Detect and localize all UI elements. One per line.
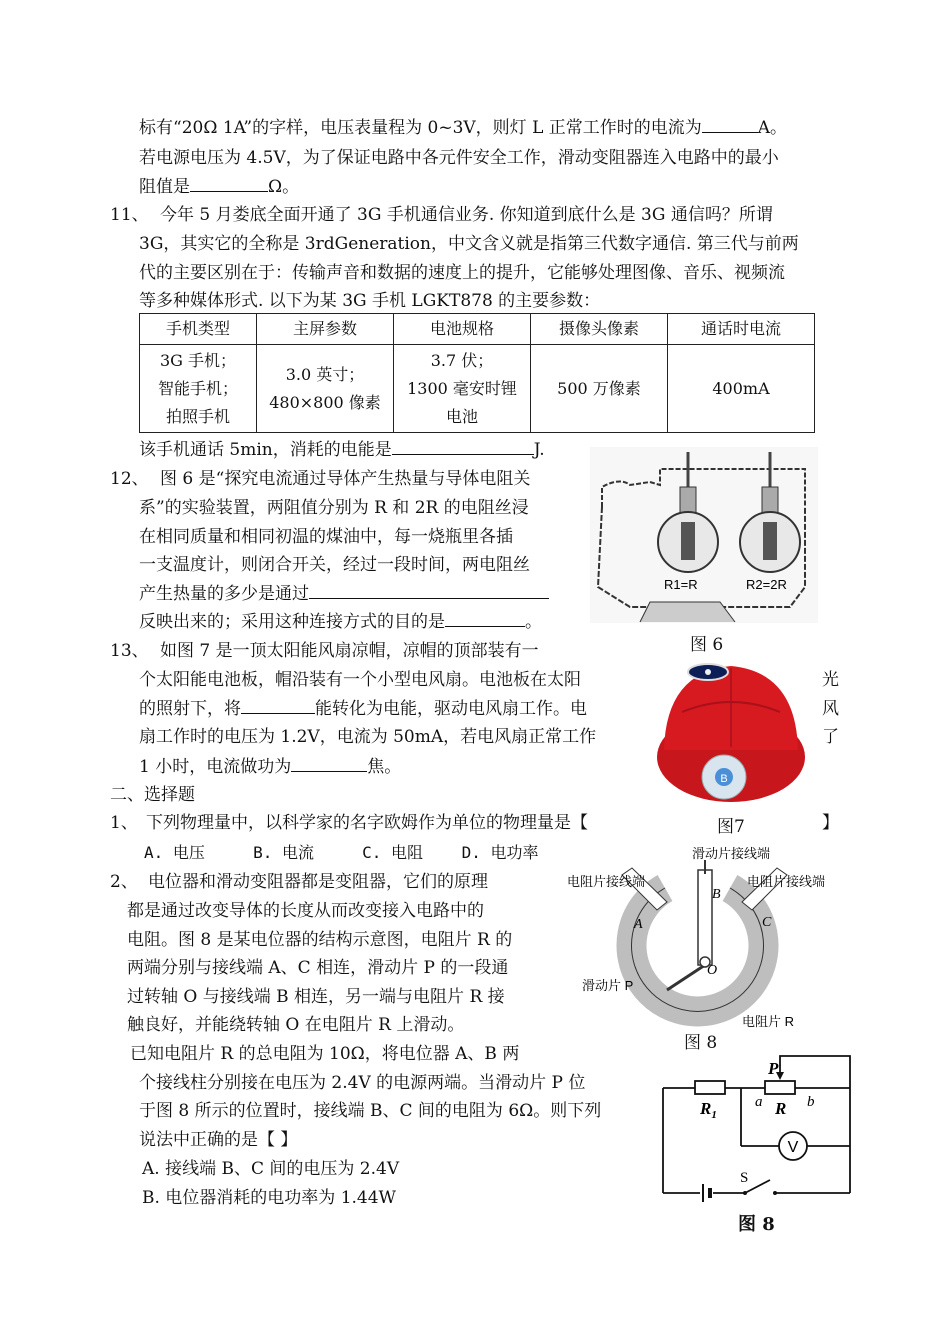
q13-text: 的照射下，将 — [139, 699, 241, 719]
q12-line1: 图 6 是“探究电流通过导体产生热量与导体电阻关 — [160, 469, 531, 489]
table-header: 摄像头像素 — [531, 314, 668, 345]
figure-8-circuit — [655, 1048, 860, 1206]
r1-letter: R — [700, 1099, 712, 1118]
mc2-line10: 说法中正确的是【 】 — [139, 1130, 298, 1150]
circuit-b-label: b — [807, 1094, 815, 1110]
figure-8a-caption: 图 8 — [684, 1033, 718, 1053]
mc2-line9: 于图 8 所示的位置时，接线端 B、C 间的电阻为 6Ω。则下列 — [139, 1101, 602, 1121]
answer-blank — [291, 753, 367, 772]
q12-text: 产生热量的多少是通过 — [139, 584, 309, 604]
q12-line3: 在相同质量和相同初温的煤油中，每一烧瓶里各插 — [139, 527, 513, 547]
circuit-a-label: a — [755, 1094, 763, 1110]
figure-8-potentiometer — [562, 840, 847, 1040]
table-header: 电池规格 — [394, 314, 531, 345]
q12-line6 — [139, 607, 542, 637]
voltmeter-label: V — [787, 1139, 799, 1156]
q12-line5 — [139, 579, 549, 609]
mc2-line4: 两端分别与接线端 A、C 相连，滑动片 P 的一段通 — [127, 958, 509, 978]
cell-line: 3G 手机； — [159, 350, 237, 370]
q10-text: 标有“20Ω 1A”的字样，电压表量程为 0~3V，则灯 L 正常工作时的电流为 — [139, 118, 702, 138]
mc2-line7: 已知电阻片 R 的总电阻为 10Ω，将电位器 A、B 两 — [130, 1044, 520, 1064]
answer-blank — [392, 436, 534, 455]
mc2-line2: 都是通过改变导体的长度从而改变接入电路中的 — [127, 901, 484, 921]
q13-number: 13、 — [110, 641, 149, 661]
svg-text:B: B — [720, 773, 728, 785]
mc1-stem: 下列物理量中，以科学家的名字欧姆作为单位的物理量是【 — [146, 813, 588, 833]
table-header-row — [140, 314, 815, 345]
circuit-r-label: R — [775, 1099, 787, 1118]
q11-line2: 3G，其实它的全称是 3rdGeneration，中文含义就是指第三代数字通信. 第三代与前两 — [139, 234, 799, 254]
q11-line3: 代的主要区别在于：传输声音和数据的速度上的提升，它能够处理图像、音乐、视频流 — [139, 263, 785, 283]
q10-unit: A。 — [757, 118, 788, 138]
q12-text: 。 — [525, 612, 542, 632]
q12-text: 反映出来的；采用这种连接方式的目的是 — [139, 612, 445, 632]
mc2-option-a[interactable]: A. 接线端 B、C 间的电压为 2.4V — [142, 1159, 400, 1179]
fan-icon — [702, 755, 746, 799]
q13-text: 1 小时，电流做功为 — [139, 757, 292, 777]
figure-7-caption: 图7 — [717, 817, 745, 837]
table-header: 通话时电流 — [668, 314, 815, 345]
answer-blank — [190, 173, 268, 192]
mc1-number: 1、 — [110, 813, 138, 833]
mc1-option-c[interactable]: C. 电阻 — [362, 843, 424, 862]
q10-line1 — [139, 113, 787, 143]
mc1-options — [144, 838, 539, 868]
q10-text: 阻值是 — [139, 177, 190, 197]
q13-text: 能转化为电能，驱动电风扇工作。电 — [315, 699, 587, 719]
resistor-r-label: 电阻片 R — [742, 1014, 795, 1029]
r1-label: R1=R — [664, 577, 698, 592]
q10-line2: 若电源电压为 4.5V，为了保证电路中各元件安全工作，滑动变阻器连入电路中的最小 — [139, 148, 779, 168]
q10-line3 — [139, 172, 299, 202]
table-cell-camera: 500 万像素 — [531, 345, 668, 433]
cell-line: 480×800 像素 — [269, 392, 381, 412]
q12-line2: 系”的实验装置，两阻值分别为 R 和 2R 的电阻丝浸 — [139, 498, 529, 518]
q11-line1: 今年 5 月娄底全面开通了 3G 手机通信业务. 你知道到底什么是 3G 通信吗？所谓 — [160, 205, 773, 225]
q13-line4: 扇工作时的电压为 1.2V，电流为 50mA，若电风扇正常工作 — [139, 727, 597, 747]
q12-number: 12、 — [110, 469, 149, 489]
q12-line4: 一支温度计，则闭合开关，经过一段时间，两电阻丝 — [139, 555, 530, 575]
answer-blank — [445, 608, 525, 627]
cell-line: 拍照手机 — [165, 406, 230, 426]
q11-number: 11、 — [110, 205, 149, 225]
q11-text: 该手机通话 5min，消耗的电能是 — [139, 440, 392, 460]
table-cell-type — [140, 345, 257, 433]
mc1-option-d[interactable]: D. 电功率 — [461, 843, 539, 862]
q11-after — [139, 435, 545, 465]
left-terminal-label: 电阻片接线端 — [567, 874, 646, 889]
answer-blank — [309, 580, 549, 599]
q11-unit: J. — [533, 440, 545, 460]
answer-blank — [702, 114, 758, 133]
cell-line: 智能手机； — [157, 378, 238, 398]
cell-line: 3.0 英寸； — [285, 364, 365, 384]
table-header: 手机类型 — [140, 314, 257, 345]
q10-unit: Ω。 — [268, 177, 300, 197]
circuit-p-label: P — [768, 1059, 779, 1078]
mc1-bracket-close: 】 — [822, 813, 839, 833]
q13-line1: 如图 7 是一顶太阳能风扇凉帽，凉帽的顶部装有一 — [160, 641, 539, 661]
figure-6-caption: 图 6 — [690, 635, 724, 655]
table-header: 主屏参数 — [257, 314, 394, 345]
answer-blank — [241, 695, 315, 714]
r1-subscript: 1 — [711, 1109, 717, 1121]
mc1-option-b[interactable]: B. 电流 — [253, 843, 314, 862]
figure-6-apparatus — [590, 447, 818, 623]
table-row — [140, 345, 815, 433]
q13-line5 — [139, 752, 401, 782]
mc2-line5: 过转轴 O 与接线端 B 相连，另一端与电阻片 R 接 — [127, 987, 505, 1007]
switch-label: S — [740, 1170, 749, 1186]
slider-terminal-label: 滑动片接线端 — [692, 846, 771, 861]
q13-text: 焦。 — [367, 757, 402, 777]
mc2-line8: 个接线柱分别接在电压为 2.4V 的电源两端。当滑动片 P 位 — [139, 1073, 586, 1093]
phone-spec-table — [139, 313, 815, 433]
q11-line4: 等多种媒体形式. 以下为某 3G 手机 LGKT878 的主要参数： — [139, 291, 601, 311]
table-cell-screen — [257, 345, 394, 433]
cell-line: 1300 毫安时锂 — [407, 378, 517, 398]
mc2-line3: 电阻。图 8 是某电位器的结构示意图，电阻片 R 的 — [127, 930, 513, 950]
mc2-line1: 电位器和滑动变阻器都是变阻器，它们的原理 — [148, 872, 488, 892]
r2-label: R2=2R — [746, 577, 787, 592]
terminal-b-label: B — [712, 887, 721, 902]
q13-line3-end: 风 — [822, 699, 839, 719]
mc2-number: 2、 — [110, 872, 138, 892]
section-title: 二、选择题 — [110, 785, 195, 805]
terminal-a-label: A — [634, 917, 643, 932]
q13-line4-end: 了 — [822, 727, 839, 747]
mc2-option-b[interactable]: B. 电位器消耗的电功率为 1.44W — [142, 1188, 397, 1208]
right-terminal-label: 电阻片接线端 — [747, 874, 826, 889]
figure-8b-caption: 图 8 — [738, 1214, 775, 1235]
cell-line: 3.7 伏； — [430, 350, 494, 370]
q13-line2-end: 光 — [822, 670, 839, 690]
axis-o-label: O — [707, 963, 718, 978]
circuit-r1-label — [699, 1099, 717, 1121]
terminal-c-label: C — [762, 915, 772, 930]
slider-p-label: 滑动片 P — [582, 978, 634, 993]
q13-line3 — [139, 694, 587, 724]
cell-line: 电池 — [445, 406, 478, 426]
q13-line2: 个太阳能电池板，帽沿装有一个小型电风扇。电池板在太阳 — [139, 670, 581, 690]
table-cell-battery — [394, 345, 531, 433]
mc2-line6: 触良好，并能绕转轴 O 在电阻片 R 上滑动。 — [127, 1015, 465, 1035]
table-cell-current: 400mA — [668, 345, 815, 433]
figure-7-solar-hat — [652, 652, 810, 810]
mc1-option-a[interactable]: A. 电压 — [144, 843, 205, 862]
